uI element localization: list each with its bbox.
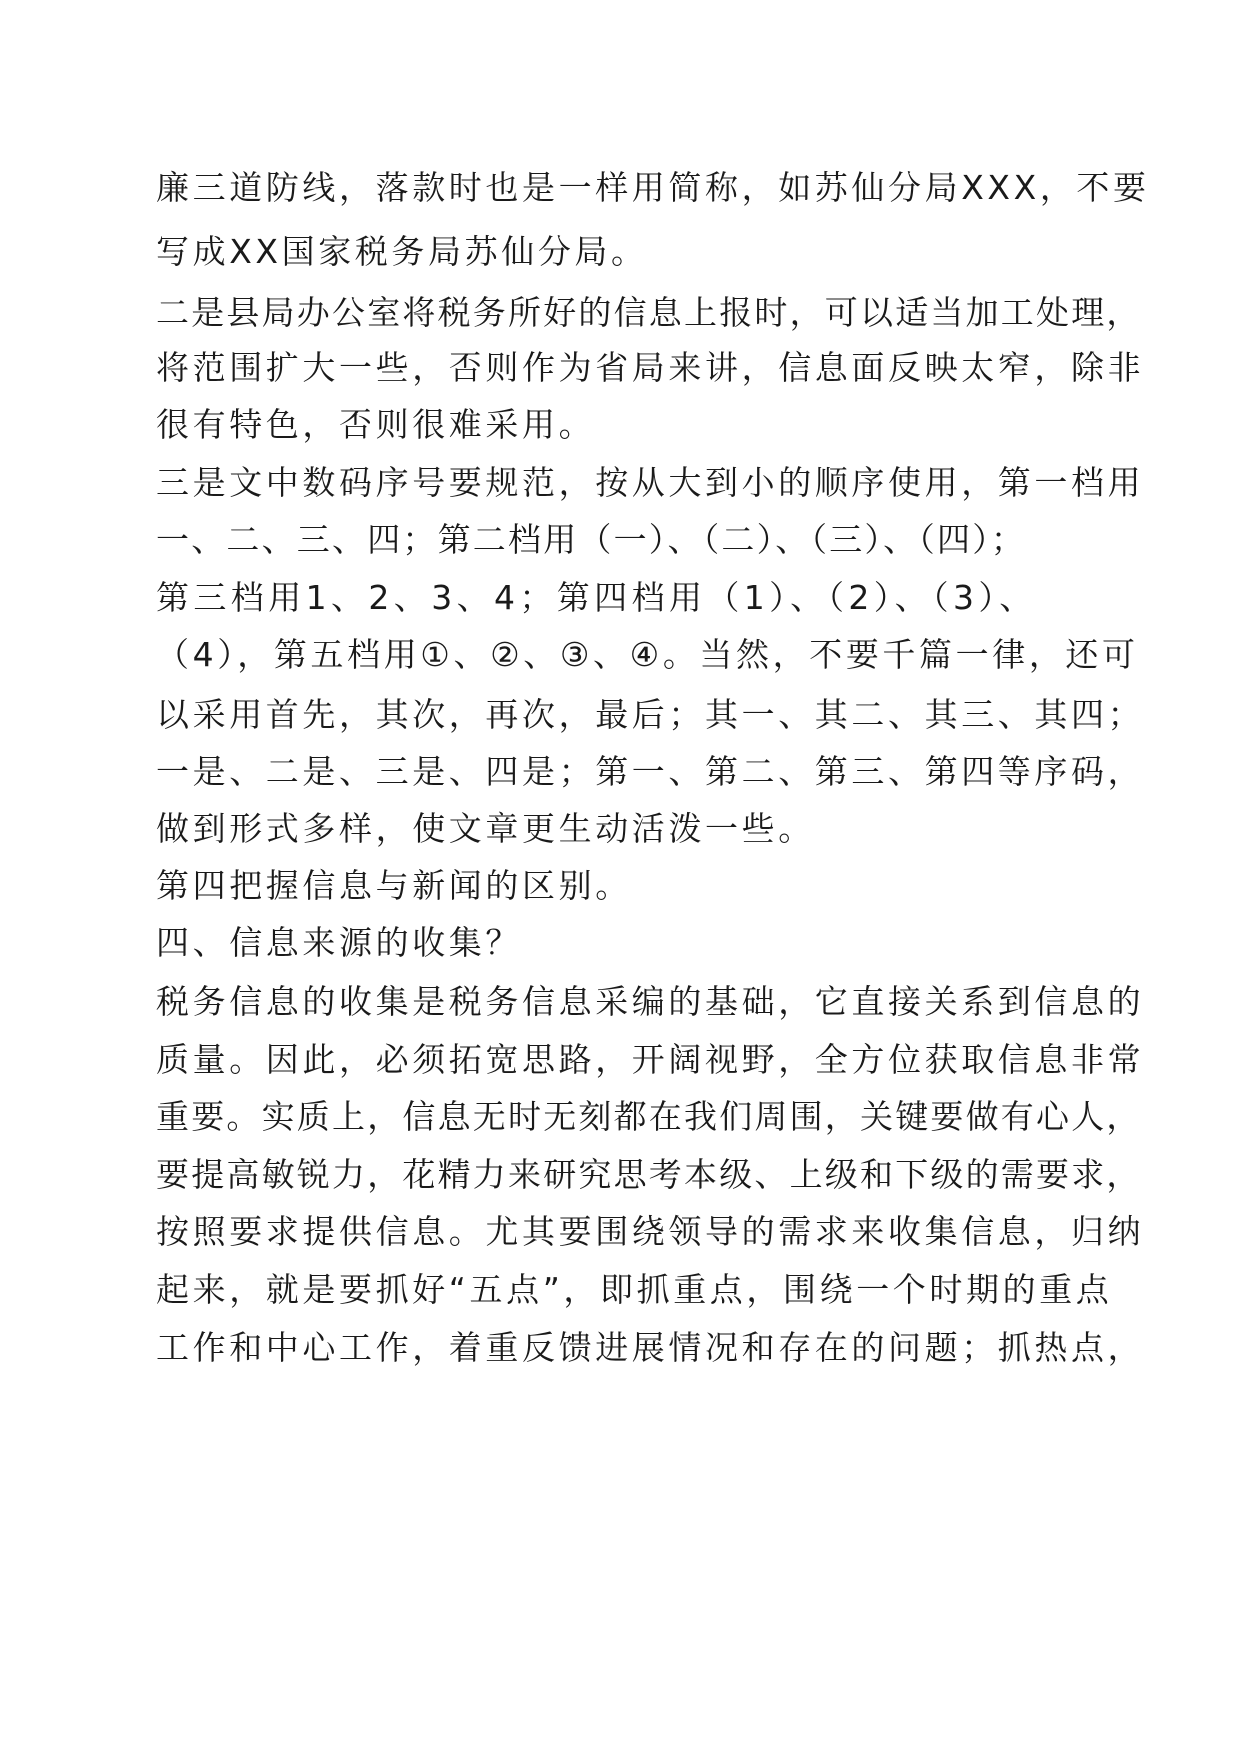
- text-line-7: 一、二、三、四；第二档用（一）、（二）、（三）、（四）；: [156, 520, 1027, 559]
- text-line-2: 写成XX国家税务局苏仙分局。: [156, 232, 648, 271]
- text-line-3: 二是县局办公室将税务所好的信息上报时，可以适当加工处理，: [156, 293, 1142, 332]
- text-line-1: 廉三道防线，落款时也是一样用简称，如苏仙分局XXX，不要: [156, 168, 1150, 207]
- text-line-16: 质量。因此，必须拓宽思路，开阔视野，全方位获取信息非常: [156, 1040, 1145, 1079]
- text-line-13: 第四把握信息与新闻的区别。: [156, 866, 632, 905]
- text-line-6: 三是文中数码序号要规范，按从大到小的顺序使用，第一档用: [156, 463, 1145, 502]
- text-line-10: 以采用首先，其次，再次，最后；其一、其二、其三、其四；: [156, 695, 1145, 734]
- text-line-9: （4），第五档用①、②、③、④。当然，不要千篇一律，还可: [156, 635, 1139, 674]
- text-line-4: 将范围扩大一些，否则作为省局来讲，信息面反映太窄，除非: [156, 348, 1145, 387]
- text-line-15: 税务信息的收集是税务信息采编的基础，它直接关系到信息的: [156, 982, 1145, 1021]
- text-line-20: 起来，就是要抓好“五点”，即抓重点，围绕一个时期的重点: [156, 1270, 1113, 1309]
- text-line-8: 第三档用1、2、3、4；第四档用（1）、（2）、（3）、: [156, 578, 1037, 617]
- text-line-12: 做到形式多样，使文章更生动活泼一些。: [156, 809, 815, 848]
- text-line-19: 按照要求提供信息。尤其要围绕领导的需求来收集信息，归纳: [156, 1212, 1145, 1251]
- text-line-11: 一是、二是、三是、四是；第一、第二、第三、第四等序码，: [156, 752, 1145, 791]
- text-line-17: 重要。实质上，信息无时无刻都在我们周围，关键要做有心人，: [156, 1097, 1142, 1136]
- text-line-5: 很有特色，否则很难采用。: [156, 405, 596, 444]
- text-line-18: 要提高敏锐力，花精力来研究思考本级、上级和下级的需要求，: [156, 1155, 1142, 1194]
- section-heading: 四、信息来源的收集？: [156, 923, 522, 962]
- text-line-21: 工作和中心工作，着重反馈进展情况和存在的问题；抓热点，: [156, 1328, 1145, 1367]
